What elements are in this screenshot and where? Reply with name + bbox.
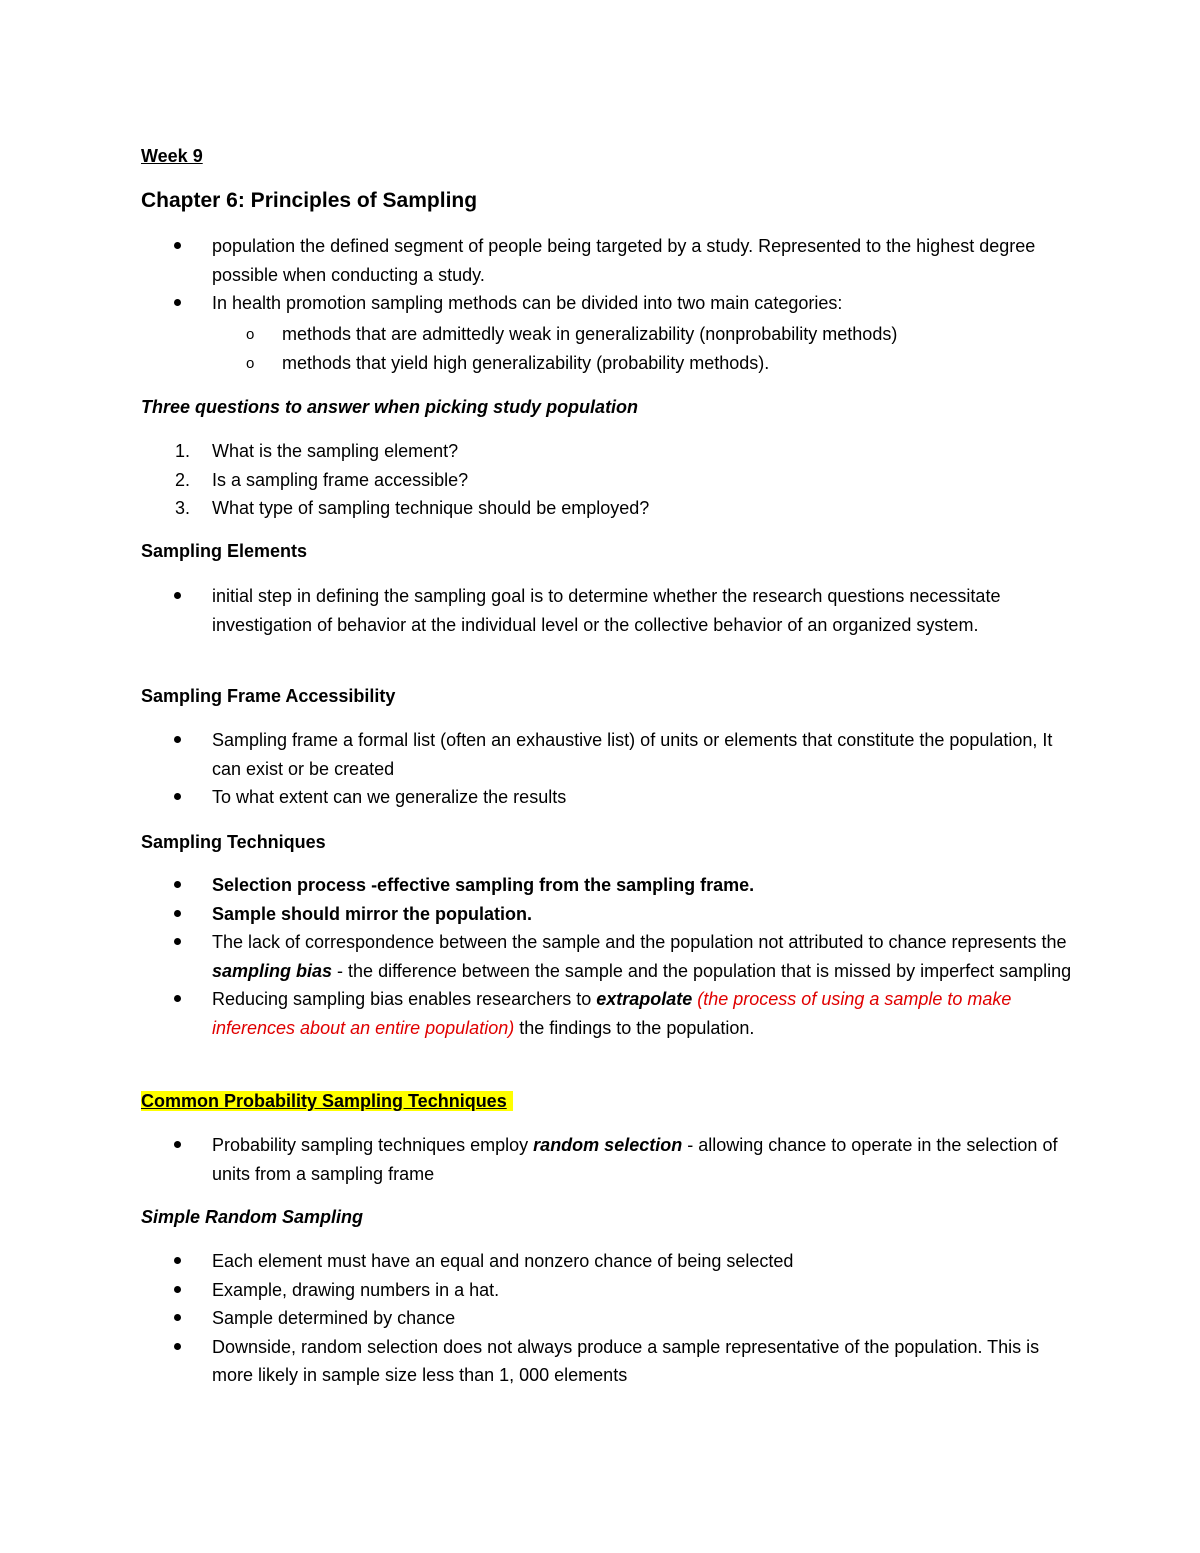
numbered-item	[141, 437, 1082, 466]
intro-bullet-text: population the defined segment of people being targeted by a study. Represented to the highest degree possible when conducting a study.	[212, 236, 1036, 285]
bullet-icon	[174, 242, 181, 249]
bullet-icon	[174, 910, 181, 917]
sub-list-item	[141, 320, 1082, 350]
bullet-icon	[174, 1286, 181, 1293]
sub-list-item	[141, 349, 1082, 379]
highlighted-heading-text: Common Probability Sampling Techniques	[141, 1091, 513, 1111]
sampling-techniques-list	[141, 871, 1082, 1043]
list-item	[141, 1247, 1082, 1276]
item-text: Is a sampling frame accessible?	[212, 469, 469, 490]
bullet-text: Selection process -effective sampling from the sampling frame.	[212, 875, 755, 895]
bullet-icon	[174, 938, 181, 945]
item-number: 3.	[175, 498, 191, 519]
bullet-text: Downside, random selection does not always produce a sample representative of the population. This is more likely in sample size less than 1, 000 elements	[212, 1336, 1040, 1386]
bullet-icon	[174, 1343, 181, 1350]
frame-accessibility-heading: Sampling Frame Accessibility	[141, 686, 396, 706]
bullet-text-part: Reducing sampling bias enables researchers to	[212, 989, 597, 1010]
bullet-text: Each element must have an equal and nonzero chance of being selected	[212, 1251, 794, 1271]
numbered-item	[141, 466, 1082, 495]
list-item	[141, 871, 1082, 900]
extrapolate-definition: (the process of using a sample to make inferences about an entire population)	[212, 989, 1012, 1038]
bullet-icon	[174, 881, 181, 888]
list-item	[141, 582, 1082, 639]
list-item	[141, 726, 1082, 783]
list-item	[141, 928, 1082, 985]
bullet-text: Sample should mirror the population.	[212, 903, 533, 924]
sub-item-text: methods that are admittedly weak in generalizability (nonprobability methods)	[282, 323, 898, 344]
simple-random-list	[141, 1247, 1082, 1390]
bullet-text: Sample determined by chance	[212, 1308, 456, 1329]
list-item	[141, 1276, 1082, 1305]
bullet-text: Sampling frame a formal list (often an exhaustive list) of units or elements that constitute the population, It can exist or be created	[212, 730, 1053, 779]
sampling-techniques-heading: Sampling Techniques	[141, 832, 326, 852]
bullet-icon	[174, 299, 181, 306]
item-text: What type of sampling technique should be employed?	[212, 498, 650, 519]
circle-bullet-icon: o	[246, 325, 255, 343]
list-item	[141, 289, 1082, 318]
item-number: 2.	[175, 469, 191, 490]
intro-section	[141, 232, 1082, 379]
sampling-elements-heading: Sampling Elements	[141, 541, 308, 561]
sampling-elements-list	[141, 582, 1082, 639]
random-selection-term: random selection	[533, 1135, 683, 1155]
bullet-text-part: the findings to the population.	[514, 1017, 755, 1038]
bullet-text: Example, drawing numbers in a hat.	[212, 1279, 500, 1300]
list-item	[141, 985, 1082, 1042]
common-probability-list	[141, 1131, 1082, 1188]
bullet-icon	[174, 1314, 181, 1321]
list-item	[141, 1304, 1082, 1333]
list-item	[141, 900, 1082, 929]
item-text: What is the sampling element?	[212, 441, 459, 461]
item-number: 1.	[175, 441, 191, 461]
chapter-title: Chapter 6: Principles of Sampling	[141, 189, 478, 212]
frame-accessibility-list	[141, 726, 1082, 812]
intro-bullet-text: In health promotion sampling methods can be divided into two main categories:	[212, 293, 843, 314]
bullet-text-part: Probability sampling techniques employ	[212, 1135, 534, 1155]
bullet-icon	[174, 995, 181, 1002]
bullet-icon	[174, 736, 181, 743]
sampling-bias-term: sampling bias	[212, 960, 333, 981]
bullet-text-part: - allowing chance to operate in the selection of units from a sampling frame	[212, 1135, 1058, 1184]
list-item	[141, 1131, 1082, 1188]
list-item	[141, 783, 1082, 812]
bullet-icon	[174, 1141, 181, 1148]
extrapolate-term: extrapolate	[596, 989, 693, 1010]
bullet-text: initial step in defining the sampling goal is to determine whether the research questions necessitate investigation of behavior at the individual level or the collective behavior of an organized system.	[212, 586, 1001, 635]
sub-item-text: methods that yield high generalizability (probability methods).	[282, 353, 770, 374]
list-item	[141, 1333, 1082, 1390]
circle-bullet-icon: o	[246, 355, 255, 373]
week-label: Week 9	[141, 146, 203, 166]
three-questions-list	[141, 437, 1082, 523]
bullet-text-part: - the difference between the sample and the population that is missed by imperfect sampling	[332, 960, 1072, 981]
simple-random-heading: Simple Random Sampling	[141, 1207, 364, 1227]
three-questions-heading: Three questions to answer when picking study population	[141, 397, 639, 417]
list-item	[141, 232, 1082, 289]
bullet-icon	[174, 1257, 181, 1264]
bullet-icon	[174, 592, 181, 599]
bullet-text: To what extent can we generalize the results	[212, 787, 567, 808]
common-probability-heading	[141, 1087, 513, 1115]
bullet-icon	[174, 793, 181, 800]
bullet-text-part: The lack of correspondence between the sample and the population not attributed to chance represents the	[212, 932, 1067, 953]
numbered-item	[141, 494, 1082, 523]
